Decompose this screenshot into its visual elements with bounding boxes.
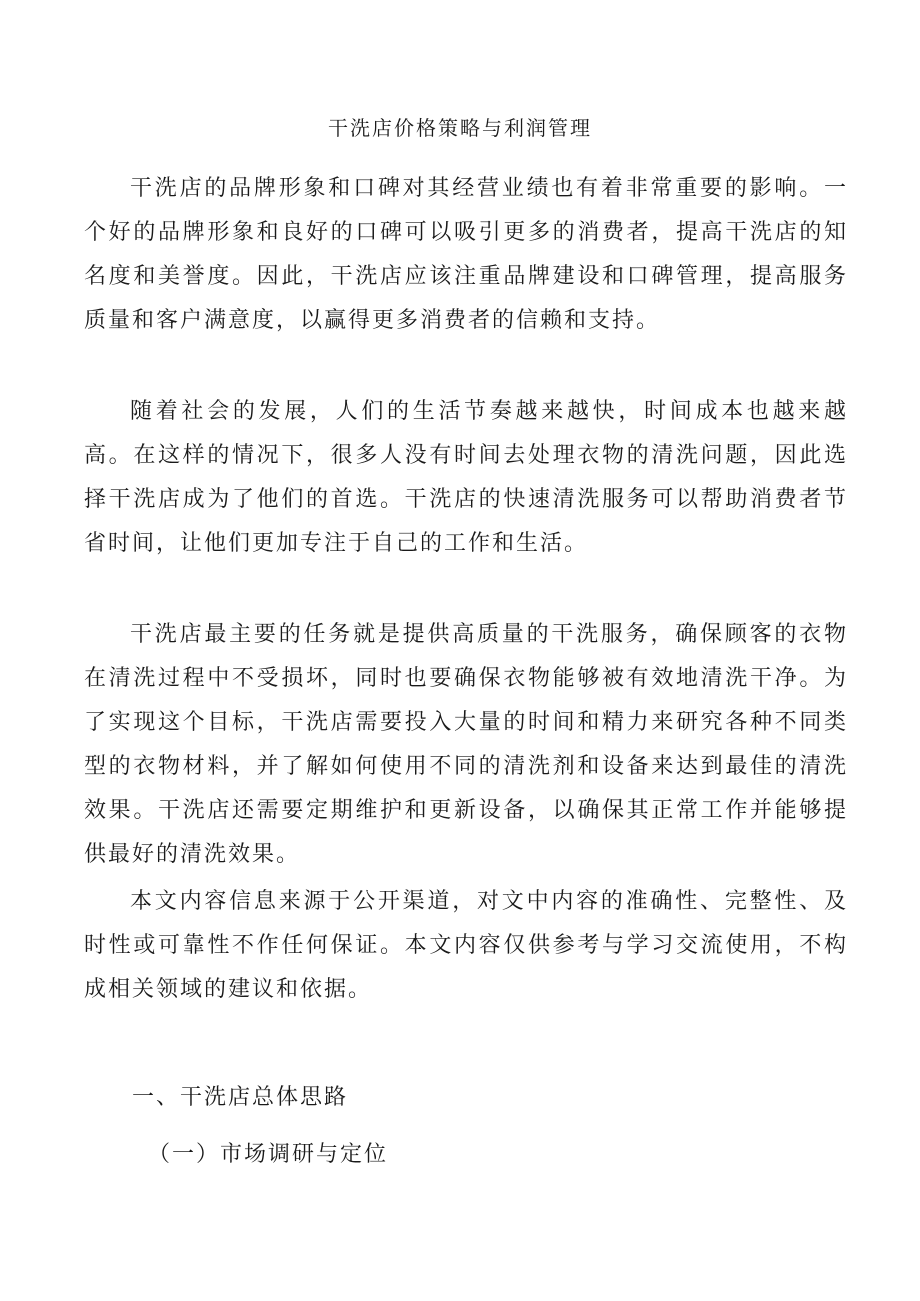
paragraph-time-cost: 随着社会的发展，人们的生活节奏越来越快，时间成本也越来越高。在这样的情况下，很多人没有时间去处理衣物的清洗问题，因此选择干洗店成为了他们的首选。干洗店的快速清洗服务可以帮助消费者节省时间，让他们更加专注于自己的工作和生活。	[84, 399, 848, 556]
document-title: 干洗店价格策略与利润管理	[328, 116, 592, 140]
paragraph-brand-image: 干洗店的品牌形象和口碑对其经营业绩也有着非常重要的影响。一个好的品牌形象和良好的口碑可以吸引更多的消费者，提高干洗店的知名度和美誉度。因此，干洗店应该注重品牌建设和口碑管理，提高服务质量和客户满意度，以赢得更多消费者的信赖和支持。	[84, 176, 848, 333]
paragraph-service-quality: 干洗店最主要的任务就是提供高质量的干洗服务，确保顾客的衣物在清洗过程中不受损坏，同时也要确保衣物能够被有效地清洗干净。为了实现这个目标，干洗店需要投入大量的时间和精力来研究各种不同类型的衣物材料，并了解如何使用不同的清洗剂和设备来达到最佳的清洗效果。干洗店还需要定期维护和更新设备，以确保其正常工作并能够提供最好的清洗效果。	[84, 622, 848, 867]
section-heading: 一、干洗店总体思路	[132, 1085, 349, 1110]
paragraph-disclaimer: 本文内容信息来源于公开渠道，对文中内容的准确性、完整性、及时性或可靠性不作任何保证。本文内容仅供参考与学习交流使用，不构成相关领域的建议和依据。	[84, 889, 848, 1002]
subsection-heading: （一）市场调研与定位	[148, 1142, 389, 1167]
